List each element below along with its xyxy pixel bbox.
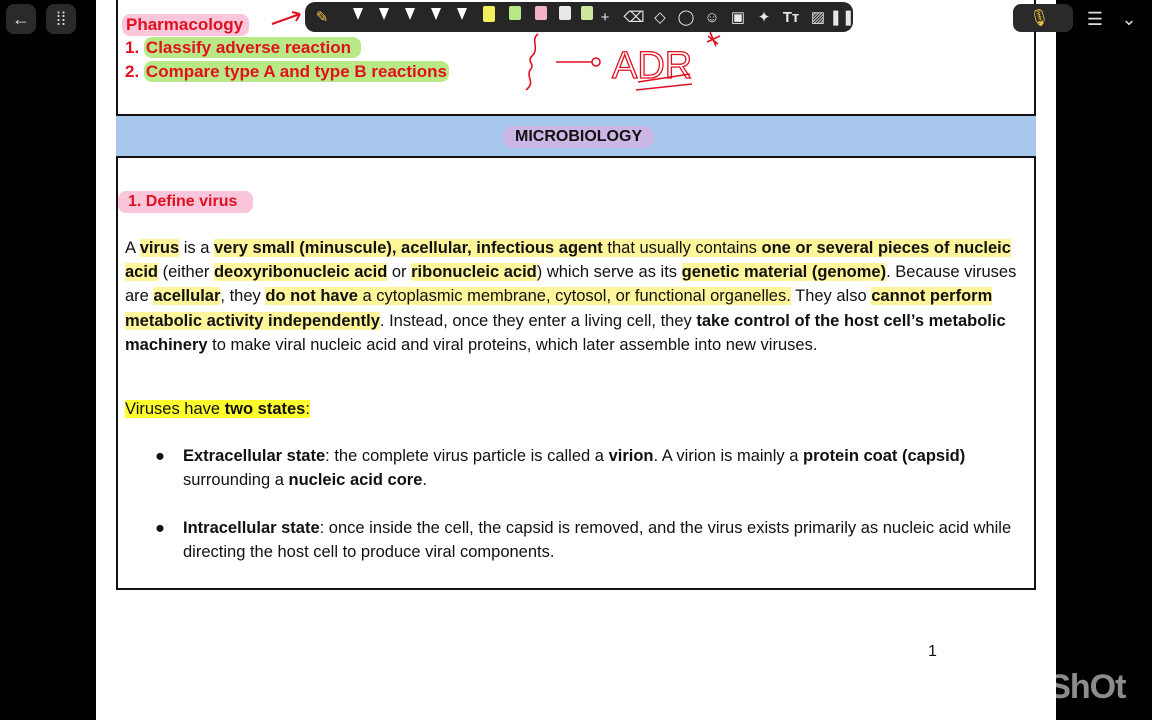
laser-tool[interactable] [753,2,775,32]
pencil-tool[interactable] [311,2,333,32]
pen-preset [353,8,363,20]
subject-heading: Pharmacology [122,14,249,36]
arrow-stroke [272,12,300,24]
bullet-dot: ● [155,519,165,537]
objective-text: Compare type A and type B reactions [145,62,447,81]
pause-icon: ❚❚ [829,9,855,26]
objective-text: Classify adverse reaction [144,37,361,58]
image-icon: ▨ [810,9,826,26]
pen-preset [431,8,441,20]
question-heading: 1. Define virus [118,191,253,213]
lasso-icon: ◯ [677,9,695,26]
sticker-icon: ☺ [704,8,720,26]
definition-paragraph: A virus is a very small (minuscule), acellular, infectious agent that usually contains one or several pieces of nucleic acid (either deoxyribonucleic acid or ribonucleic acid) which serve as its genetic material (genome). Because viruses are acellular, they do not have a cytoplasmic membrane, cytosol, or functional organelles. They also cannot perform metabolic activity independently. Instead, once they enter a living cell, they take control of the host cell’s metabolic machinery to make viral nucleic acid and viral proteins, which later assemble into new viruses. [125,239,1017,354]
objective-number: 1. [125,38,140,57]
highlighter-light [581,6,593,20]
back-button[interactable] [6,4,36,34]
bullet-dot: ● [155,447,165,465]
menu-button[interactable] [1080,4,1110,34]
lasso-tool[interactable] [675,2,697,32]
eraser-icon: ⌫ [623,9,645,26]
section-title: MICROBIOLOGY [503,126,654,148]
pen-preset [379,8,389,20]
eraser-tool[interactable] [623,2,645,32]
arrow-head-circle [592,58,600,66]
page-number: 1 [928,643,937,660]
pen-presets [345,4,595,32]
toolbar-more[interactable] [829,2,855,32]
highlighter-green [509,6,521,20]
brace-stroke [526,34,538,90]
tape-icon: ▣ [730,9,746,26]
pen-preset [405,8,415,20]
states-intro: Viruses have two states: [125,400,310,418]
image-tool[interactable] [807,2,829,32]
objective-number: 2. [125,62,140,81]
tape-tool[interactable] [727,2,749,32]
add-pen-button[interactable] [595,2,615,32]
sticker-tool[interactable] [701,2,723,32]
pencil-icon: ✎ [315,9,329,26]
text-tool[interactable]: Tт [782,8,800,26]
microphone-icon: 🎙 [1029,10,1050,27]
highlighter-yellow [483,6,495,22]
adr-handwriting: ADR [612,45,693,87]
pen-preset [457,8,467,20]
chevron-down-icon: ⌄ [1121,8,1137,29]
plus-icon: + [600,8,610,26]
grid-view-button[interactable] [46,4,76,34]
highlighter-pink [535,6,547,20]
menu-icon: ☰ [1086,8,1104,29]
mic-button[interactable] [1013,4,1073,32]
drawing-toolbar [305,2,853,32]
highlighter-white [559,6,571,20]
expand-button[interactable] [1114,4,1144,34]
inshot-watermark: inShOt [1020,668,1126,706]
grid-icon: ⁞⁞ [55,8,66,29]
bullet-extracellular: Extracellular state: the complete virus particle is called a virion. A virion is mainly a protein coat (capsid) surrounding a nucleic acid core. [183,447,966,490]
shapes-tool[interactable] [649,2,671,32]
back-arrow-icon: ← [12,8,30,29]
laser-pointer-icon: ✦ [757,9,771,26]
asterisk-stroke [707,32,720,46]
bullet-intracellular: Intracellular state: once inside the cell, the capsid is removed, and the virus exists primarily as nucleic acid while directing the host cell to produce viral components. [183,519,1012,562]
shapes-icon: ◇ [654,9,666,26]
